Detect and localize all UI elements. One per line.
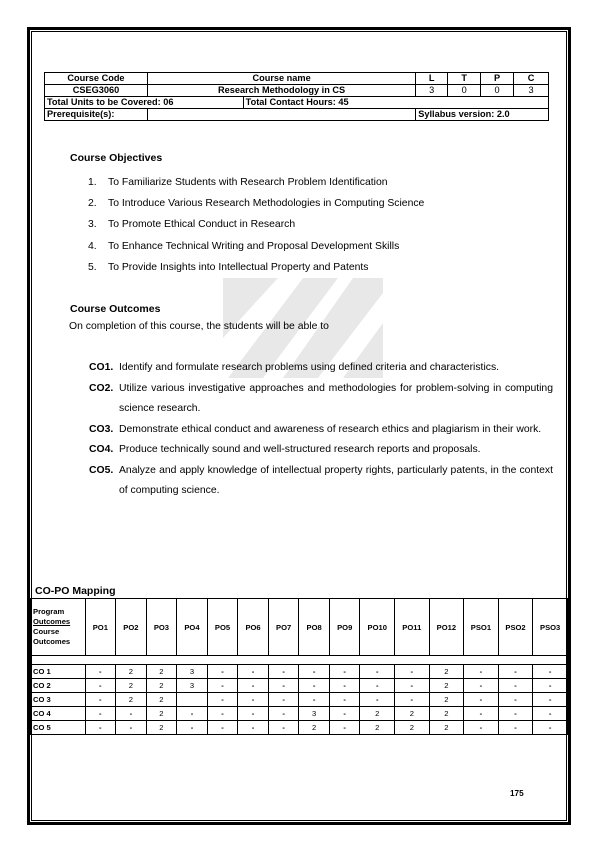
column-header: PSO2 (498, 599, 533, 656)
table-cell: - (533, 707, 568, 721)
table-cell: - (207, 693, 238, 707)
total-units: Total Units to be Covered: 06 (45, 97, 244, 109)
column-header: PO3 (146, 599, 177, 656)
table-header-row (31, 599, 568, 656)
table-cell: 2 (360, 707, 395, 721)
page-number: 175 (510, 789, 524, 798)
table-cell: 3 (177, 679, 208, 693)
co-text: Demonstrate ethical conduct and awareness of research ethics and plagiarism in their work. (119, 423, 542, 435)
table-cell: - (299, 679, 330, 693)
table-cell: 2 (429, 665, 464, 679)
list-item (89, 420, 553, 441)
table-cell: 2 (429, 693, 464, 707)
table-cell: - (498, 707, 533, 721)
syllabus-version: Syllabus version: 2.0 (416, 109, 549, 121)
co-text: Analyze and apply knowledge of intellectual property rights, particularly patents, in the context of computing science. (119, 464, 553, 496)
t-label: T (448, 73, 481, 85)
total-contact-hours: Total Contact Hours: 45 (243, 97, 548, 109)
table-cell: 2 (146, 665, 177, 679)
table-row (31, 679, 568, 693)
table-cell: - (207, 721, 238, 735)
column-header: PO6 (238, 599, 269, 656)
table-cell: - (207, 679, 238, 693)
prerequisites-label: Prerequisite(s): (45, 109, 148, 121)
table-row (31, 707, 568, 721)
item-text: To Promote Ethical Conduct in Research (108, 219, 296, 231)
co-label: CO5. (89, 464, 114, 476)
column-header: PO8 (299, 599, 330, 656)
list-item (89, 440, 553, 461)
item-number: 2. (88, 198, 97, 210)
table-cell (177, 693, 208, 707)
table-cell: - (177, 721, 208, 735)
table-cell: - (238, 665, 269, 679)
co-po-mapping-table (30, 598, 568, 735)
item-text: To Familiarize Students with Research Problem Identification (108, 177, 388, 188)
co-label: CO4. (89, 444, 114, 455)
table-cell: - (329, 665, 360, 679)
column-header: PO5 (207, 599, 238, 656)
table-cell: 2 (299, 721, 330, 735)
table-cell: - (268, 679, 299, 693)
course-objectives-heading: Course Objectives (70, 152, 163, 164)
table-cell: - (533, 721, 568, 735)
table-cell: 2 (146, 707, 177, 721)
column-header: PO11 (395, 599, 430, 656)
course-name-value: Research Methodology in CS (147, 85, 415, 97)
prerequisites-value (147, 109, 415, 121)
column-header: PSO1 (464, 599, 499, 656)
spacer-cell (31, 656, 568, 665)
l-label: L (416, 73, 448, 85)
table-cell: - (238, 721, 269, 735)
table-cell: 2 (116, 693, 147, 707)
table-cell: 2 (429, 721, 464, 735)
table-cell: - (207, 665, 238, 679)
item-text: To Introduce Various Research Methodologies in Computing Science (108, 198, 425, 210)
co-text: Utilize various investigative approaches and methodologies for problem-solving in computing science research. (119, 382, 553, 414)
table-cell: - (207, 707, 238, 721)
table-cell: - (533, 665, 568, 679)
table-row (31, 665, 568, 679)
table-cell: - (464, 721, 499, 735)
list-item (89, 461, 553, 502)
corner-outcomes-2: Outcomes (33, 637, 71, 646)
table-cell: - (360, 679, 395, 693)
table-cell: 2 (395, 707, 430, 721)
column-header: PO10 (360, 599, 395, 656)
table-cell: 2 (429, 679, 464, 693)
column-header: PSO3 (533, 599, 568, 656)
course-code-label: Course Code (45, 73, 148, 85)
table-cell: - (329, 707, 360, 721)
item-number: 5. (88, 261, 97, 273)
column-header: PO1 (85, 599, 116, 656)
table-cell: - (498, 693, 533, 707)
co-label: CO2. (89, 382, 114, 394)
co-text: Produce technically sound and well-structured research reports and proposals. (119, 444, 481, 455)
item-number: 4. (88, 240, 97, 252)
table-cell: - (498, 679, 533, 693)
c-value: 3 (514, 85, 549, 97)
table-cell: - (329, 721, 360, 735)
table-cell: - (360, 665, 395, 679)
table-cell: - (85, 707, 116, 721)
table-cell: - (464, 679, 499, 693)
objectives-list (88, 176, 424, 282)
table-cell: 2 (395, 721, 430, 735)
outcomes-list (89, 358, 553, 502)
item-text: To Provide Insights into Intellectual Property and Patents (108, 261, 369, 273)
co-text: Identify and formulate research problems using defined criteria and characteristics. (119, 362, 500, 373)
co-po-mapping-heading: CO-PO Mapping (35, 585, 116, 597)
co-label: CO3. (89, 423, 114, 435)
table-cell: - (85, 693, 116, 707)
list-item (89, 379, 553, 420)
table-cell: - (85, 665, 116, 679)
table-cell: - (268, 707, 299, 721)
table-cell: - (268, 721, 299, 735)
table-cell: - (116, 707, 147, 721)
course-header-table (44, 72, 549, 121)
course-outcomes-heading: Course Outcomes (70, 303, 161, 315)
table-cell: - (533, 679, 568, 693)
table-cell: - (177, 707, 208, 721)
spacer-row (31, 656, 568, 665)
table-cell: 2 (116, 679, 147, 693)
table-cell: - (360, 693, 395, 707)
column-header: PO12 (429, 599, 464, 656)
table-cell: 2 (146, 679, 177, 693)
table-cell: - (268, 693, 299, 707)
column-header: PO9 (329, 599, 360, 656)
row-label: CO 2 (31, 679, 86, 693)
table-cell: - (464, 707, 499, 721)
table-cell: 2 (429, 707, 464, 721)
row-label: CO 1 (31, 665, 86, 679)
corner-course: Course (33, 627, 60, 636)
table-cell: - (299, 693, 330, 707)
co-label: CO1. (89, 362, 114, 373)
table-cell: - (464, 693, 499, 707)
corner-outcomes: Outcomes (33, 617, 71, 626)
table-cell: - (329, 693, 360, 707)
item-text: To Enhance Technical Writing and Proposal Development Skills (108, 240, 400, 252)
table-cell: 3 (299, 707, 330, 721)
table-cell: - (498, 665, 533, 679)
table-cell: - (395, 679, 430, 693)
table-cell: 2 (146, 693, 177, 707)
table-cell: 2 (116, 665, 147, 679)
course-name-label: Course name (147, 73, 415, 85)
list-item (88, 240, 424, 261)
p-label: P (481, 73, 514, 85)
corner-program: Program (33, 607, 65, 616)
item-number: 1. (88, 177, 97, 188)
table-cell: 2 (146, 721, 177, 735)
list-item (88, 197, 424, 218)
table-row (31, 693, 568, 707)
table-cell: - (85, 679, 116, 693)
list-item (89, 358, 553, 379)
table-cell: - (498, 721, 533, 735)
table-cell: - (85, 721, 116, 735)
l-value: 3 (416, 85, 448, 97)
t-value: 0 (448, 85, 481, 97)
column-header: PO2 (116, 599, 147, 656)
table-cell: 3 (177, 665, 208, 679)
list-item (88, 261, 424, 282)
table-cell: - (533, 693, 568, 707)
c-label: C (514, 73, 549, 85)
row-label: CO 4 (31, 707, 86, 721)
table-cell: - (299, 665, 330, 679)
list-item (88, 218, 424, 239)
table-cell: - (329, 679, 360, 693)
list-item (88, 176, 424, 197)
table-cell: - (238, 693, 269, 707)
table-cell: - (395, 665, 430, 679)
table-row (31, 721, 568, 735)
item-number: 3. (88, 219, 97, 231)
p-value: 0 (481, 85, 514, 97)
table-cell: - (464, 665, 499, 679)
table-cell: - (268, 665, 299, 679)
course-code-value: CSEG3060 (45, 85, 148, 97)
outcomes-intro: On completion of this course, the students will be able to (69, 321, 329, 332)
table-cell: - (238, 707, 269, 721)
column-header: PO7 (268, 599, 299, 656)
row-label: CO 5 (31, 721, 86, 735)
table-cell: - (116, 721, 147, 735)
row-label: CO 3 (31, 693, 86, 707)
table-cell: - (238, 679, 269, 693)
table-cell: 2 (360, 721, 395, 735)
corner-header (31, 599, 86, 656)
table-cell: - (395, 693, 430, 707)
column-header: PO4 (177, 599, 208, 656)
